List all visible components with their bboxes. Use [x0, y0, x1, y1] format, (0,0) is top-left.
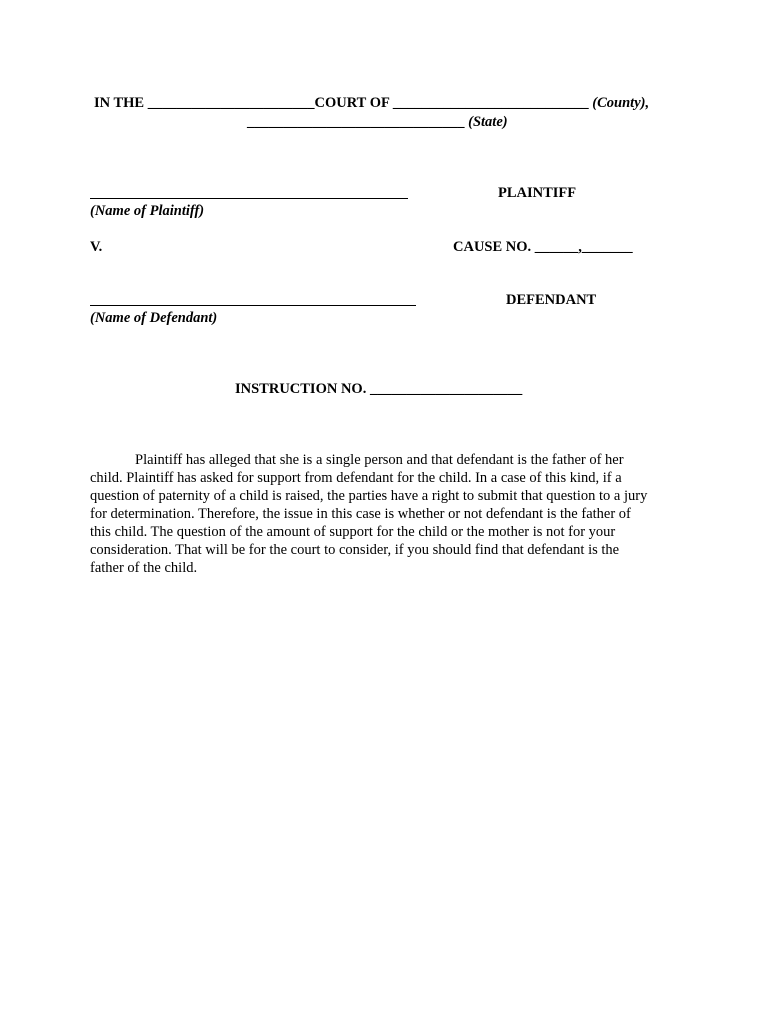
versus-label: V.	[90, 239, 103, 255]
body-line: this child. The question of the amount of support for the child or the mother is not for your	[90, 524, 616, 540]
body-line: child. Plaintiff has asked for support from defendant for the child. In a case of this kind, if a	[90, 470, 622, 486]
body-line: consideration. That will be for the court to consider, if you should find that defendant is the	[90, 542, 620, 558]
court-caption-text: IN THE _______________________COURT OF ___________________________	[94, 95, 589, 111]
plaintiff-label: PLAINTIFF	[498, 185, 577, 201]
defendant-name-caption: (Name of Defendant)	[90, 310, 218, 326]
cause-number: CAUSE NO. ______,_______	[453, 239, 633, 255]
body-line: for determination. Therefore, the issue in this case is whether or not defendant is the father of	[90, 506, 631, 522]
court-caption-line-1	[94, 94, 649, 112]
court-caption-line-2	[247, 113, 508, 131]
body-line: question of paternity of a child is raised, the parties have a right to submit that question to a jury	[90, 488, 648, 504]
state-blank: ______________________________	[247, 114, 465, 130]
instruction-heading: INSTRUCTION NO. _____________________	[235, 381, 523, 397]
instruction-body	[90, 451, 660, 577]
defendant-label: DEFENDANT	[506, 292, 597, 308]
plaintiff-name-caption: (Name of Plaintiff)	[90, 203, 205, 219]
body-line: father of the child.	[90, 560, 198, 576]
state-label: (State)	[468, 114, 508, 130]
defendant-name-line	[90, 305, 416, 306]
body-line-text: Plaintiff has alleged that she is a single person and that defendant is the father of her	[135, 452, 624, 468]
county-label: (County),	[592, 95, 650, 111]
plaintiff-name-line	[90, 198, 408, 199]
body-line	[90, 451, 660, 469]
